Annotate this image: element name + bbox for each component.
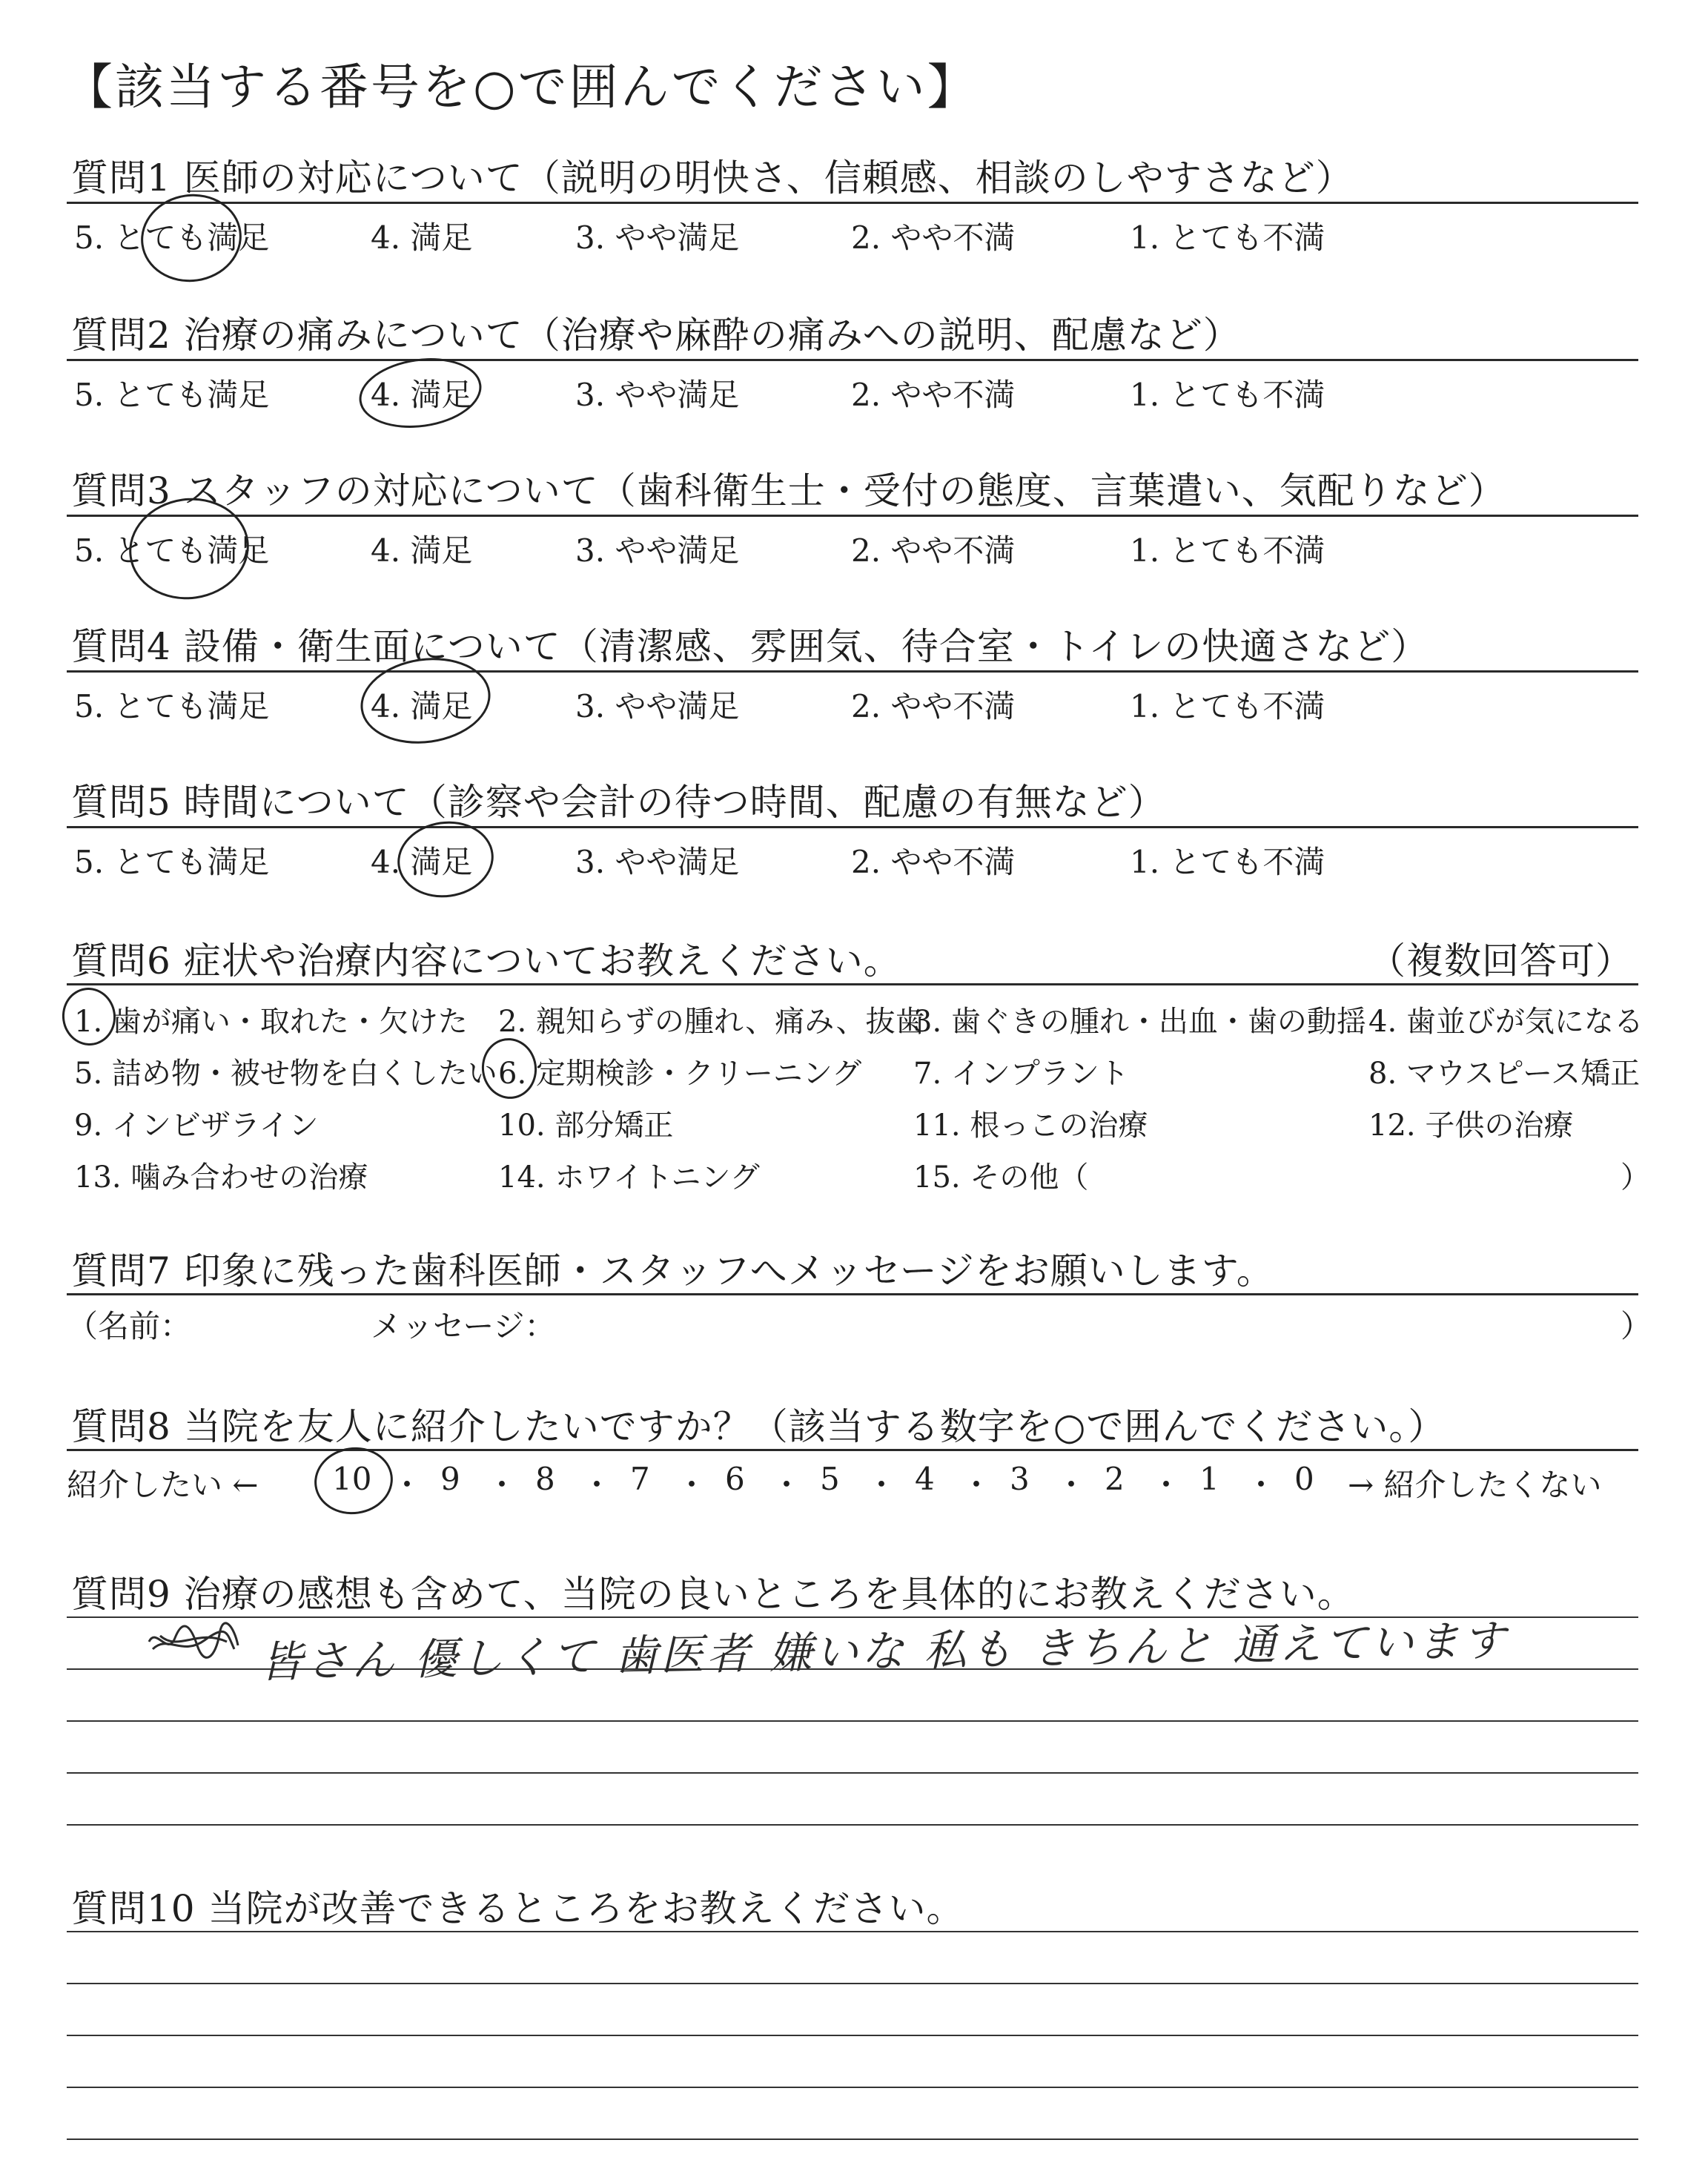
q3-option-2[interactable]: 2. やや不満 (851, 532, 1016, 569)
q8-scale-2[interactable]: 2 (1105, 1461, 1125, 1497)
question-2-rule (67, 359, 1638, 361)
q10-line-2 (67, 1983, 1638, 1984)
q6-selection-circle-6 (478, 1034, 541, 1103)
scribble-mark (145, 1619, 242, 1664)
q5-selection-circle (393, 815, 499, 903)
q6-option-11[interactable]: 11. 根っこの治療 (913, 1109, 1148, 1143)
q8-scale-dot: ・ (1056, 1467, 1088, 1503)
q4-option-5[interactable]: 5. とても満足 (74, 688, 270, 724)
q6-option-2[interactable]: 2. 親知らずの腫れ、痛み、抜歯 (498, 1005, 925, 1039)
q9-line-3 (67, 1720, 1638, 1722)
q1-option-4[interactable]: 4. 満足 (371, 219, 473, 256)
q6-option-10[interactable]: 10. 部分矯正 (498, 1109, 674, 1143)
q5-option-2[interactable]: 2. やや不満 (851, 844, 1016, 880)
q8-scale-dot: ・ (391, 1467, 423, 1503)
q10-line-3 (67, 2035, 1638, 2036)
q8-scale-0[interactable]: 0 (1294, 1461, 1314, 1497)
q7-close-paren: ） (1621, 1308, 1652, 1344)
q6-option-15[interactable]: 15. その他（ (913, 1160, 1089, 1195)
q2-selection-circle (354, 351, 486, 435)
q6-option-1[interactable]: 1. 歯が痛い・取れた・欠けた (74, 1005, 468, 1039)
q10-line-1 (67, 1931, 1638, 1932)
q8-scale-dot: ・ (1245, 1467, 1277, 1503)
question-2-title: 質問2 治療の痛みについて（治療や麻酔の痛みへの説明、配慮など） (71, 314, 1241, 357)
q8-scale-10[interactable]: 10 (332, 1461, 372, 1497)
q4-option-2[interactable]: 2. やや不満 (851, 688, 1016, 724)
q6-option-7[interactable]: 7. インプラント (913, 1057, 1129, 1091)
question-6-rule (67, 983, 1638, 985)
q8-scale-4[interactable]: 4 (915, 1461, 935, 1497)
q8-scale-dot: ・ (1151, 1467, 1182, 1503)
question-5-title: 質問5 時間について（診察や会計の待つ時間、配慮の有無など） (71, 781, 1166, 824)
q8-scale-dot: ・ (486, 1467, 518, 1503)
q8-right-label: → 紹介したくない (1348, 1467, 1602, 1503)
q7-name-label: （名前： (67, 1308, 192, 1344)
question-9-title: 質問9 治療の感想も含めて、当院の良いところを具体的にお教えください。 (71, 1573, 1355, 1616)
q6-option-3[interactable]: 3. 歯ぐきの腫れ・出血・歯の動揺 (913, 1005, 1366, 1039)
q5-option-1[interactable]: 1. とても不満 (1130, 844, 1325, 880)
page-title: 【該当する番号を○で囲んでください】 (64, 59, 979, 116)
q8-scale-3[interactable]: 3 (1010, 1461, 1030, 1497)
q4-option-3[interactable]: 3. やや満足 (575, 688, 740, 724)
q9-line-4 (67, 1772, 1638, 1774)
question-10-title: 質問10 当院が改善できるところをお教えください。 (71, 1887, 964, 1930)
q6-option-5[interactable]: 5. 詰め物・被せ物を白くしたい (74, 1057, 497, 1091)
q8-scale-6[interactable]: 6 (725, 1461, 745, 1497)
q3-option-5[interactable]: 5. とても満足 (74, 532, 270, 569)
q2-option-3[interactable]: 3. やや満足 (575, 377, 740, 413)
q3-option-4[interactable]: 4. 満足 (371, 532, 473, 569)
q6-option-14[interactable]: 14. ホワイトニング (498, 1160, 760, 1195)
q4-option-4[interactable]: 4. 満足 (371, 688, 473, 724)
q8-selection-circle (310, 1442, 397, 1519)
q8-scale-1[interactable]: 1 (1199, 1461, 1219, 1497)
q5-option-5[interactable]: 5. とても満足 (74, 844, 270, 880)
q8-scale-9[interactable]: 9 (440, 1461, 460, 1497)
q5-option-4[interactable]: 4. 満足 (371, 844, 473, 880)
question-4-title: 質問4 設備・衛生面について（清潔感、雰囲気、待合室・トイレの快適さなど） (71, 625, 1429, 668)
q6-option-8[interactable]: 8. マウスピース矯正 (1368, 1057, 1641, 1091)
question-7-rule (67, 1293, 1638, 1295)
q1-option-1[interactable]: 1. とても不満 (1130, 219, 1325, 256)
q2-option-1[interactable]: 1. とても不満 (1130, 377, 1325, 413)
q5-option-3[interactable]: 3. やや満足 (575, 844, 740, 880)
q6-option-12[interactable]: 12. 子供の治療 (1368, 1109, 1574, 1143)
q2-option-4[interactable]: 4. 満足 (371, 377, 473, 413)
question-1-title: 質問1 医師の対応について（説明の明快さ、信頼感、相談のしやすさなど） (71, 156, 1354, 199)
q3-option-1[interactable]: 1. とても不満 (1130, 532, 1325, 569)
q2-option-5[interactable]: 5. とても満足 (74, 377, 270, 413)
q8-left-label: 紹介したい ← (67, 1467, 259, 1503)
q8-scale-dot: ・ (771, 1467, 803, 1503)
q8-scale-7[interactable]: 7 (630, 1461, 650, 1497)
question-5-rule (67, 826, 1638, 828)
q2-option-2[interactable]: 2. やや不満 (851, 377, 1016, 413)
q10-line-5 (67, 2138, 1638, 2140)
question-7-title: 質問7 印象に残った歯科医師・スタッフへメッセージをお願いします。 (71, 1249, 1274, 1292)
q1-option-5[interactable]: 5. とても満足 (74, 219, 270, 256)
q8-scale-dot: ・ (581, 1467, 613, 1503)
q8-scale-dot: ・ (866, 1467, 898, 1503)
q6-option-6[interactable]: 6. 定期検診・クリーニング (498, 1057, 862, 1091)
question-4-rule (67, 670, 1638, 673)
q6-option-13[interactable]: 13. 噛み合わせの治療 (74, 1160, 368, 1195)
q3-option-3[interactable]: 3. やや満足 (575, 532, 740, 569)
q9-handwritten-answer: 皆さん 優しくて 歯医者 嫌いな 私も きちんと 通えています (259, 1615, 1509, 1688)
question-6-note: （複数回答可） (1368, 939, 1633, 982)
q1-option-3[interactable]: 3. やや満足 (575, 219, 740, 256)
q8-scale-dot: ・ (676, 1467, 708, 1503)
question-8-title: 質問8 当院を友人に紹介したいですか？（該当する数字を○で囲んでください。） (71, 1405, 1446, 1448)
q9-line-5 (67, 1824, 1638, 1826)
q4-option-1[interactable]: 1. とても不満 (1130, 688, 1325, 724)
q7-message-label: メッセージ： (371, 1308, 556, 1344)
q8-scale-5[interactable]: 5 (820, 1461, 840, 1497)
question-6-title: 質問6 症状や治療内容についてお教えください。 (71, 939, 901, 982)
q6-option-15-close: ） (1621, 1160, 1650, 1195)
q8-scale-dot: ・ (961, 1467, 993, 1503)
q6-option-4[interactable]: 4. 歯並びが気になる (1368, 1005, 1644, 1039)
q6-option-9[interactable]: 9. インビザライン (74, 1109, 319, 1143)
q10-line-4 (67, 2087, 1638, 2088)
question-1-rule (67, 202, 1638, 204)
question-3-rule (67, 515, 1638, 517)
question-8-rule (67, 1449, 1638, 1451)
q8-scale-8[interactable]: 8 (535, 1461, 555, 1497)
question-3-title: 質問3 スタッフの対応について（歯科衛生士・受付の態度、言葉遣い、気配りなど） (71, 469, 1506, 512)
q1-option-2[interactable]: 2. やや不満 (851, 219, 1016, 256)
